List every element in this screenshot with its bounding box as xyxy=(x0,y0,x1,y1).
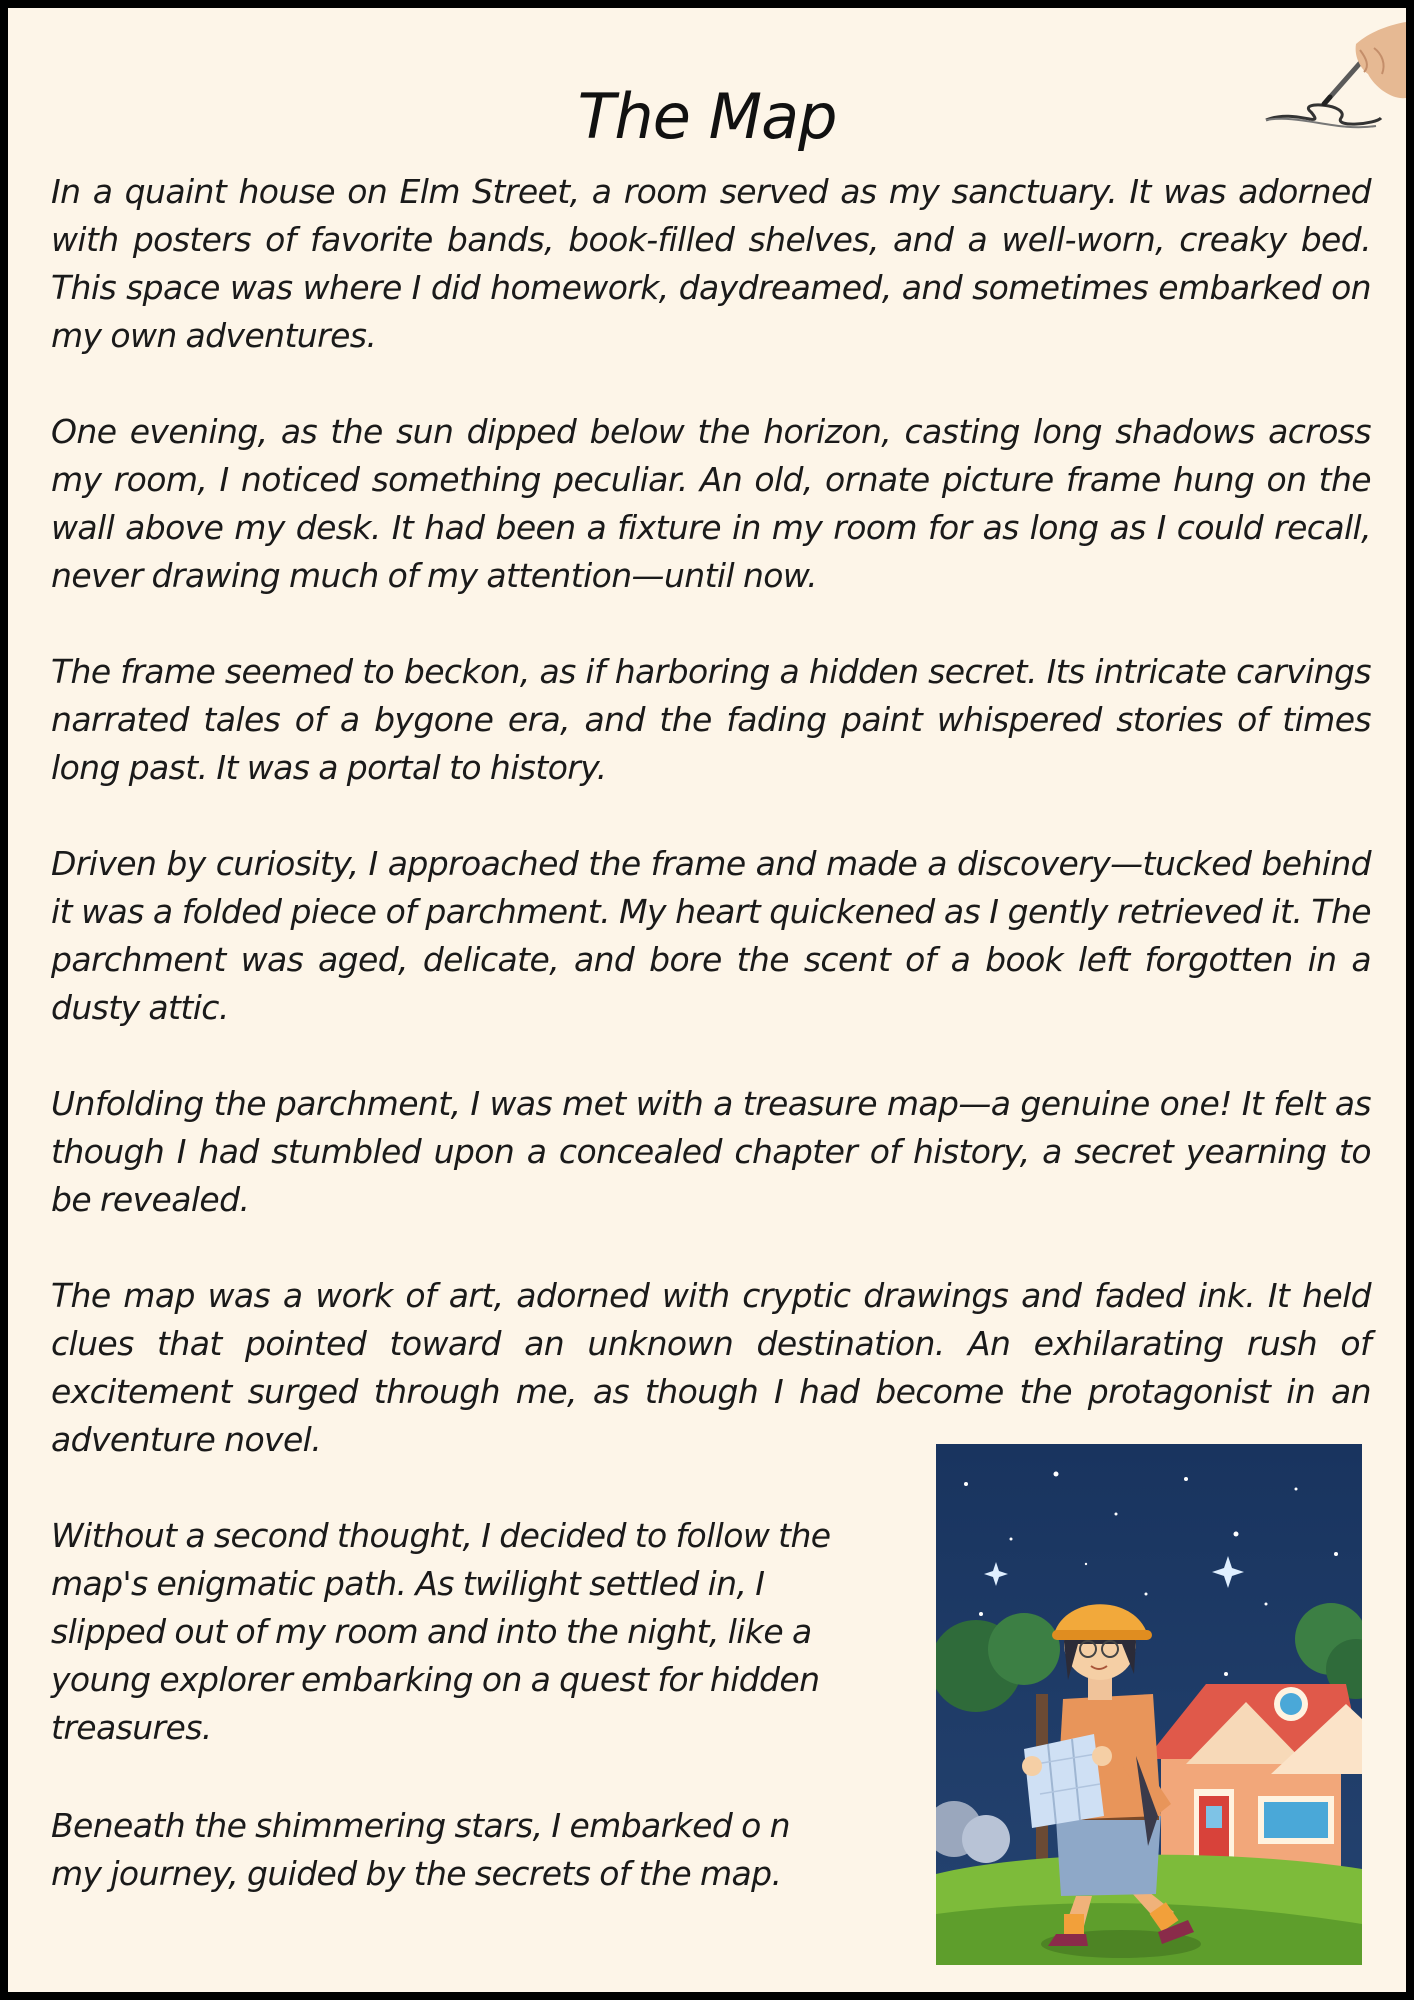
story-page xyxy=(8,8,1406,1992)
paragraph-3: The frame seemed to beckon, as if harboring a hidden secret. Its intricate carvings narrated tales of a bygone era, and the fading paint whispered stories of times long past. It was a portal to history. xyxy=(51,652,1371,787)
paragraph-8: Beneath the shimmering stars, I embarked o n my journey, guided by the secrets of the map. xyxy=(51,1806,790,1893)
explorer-with-map-illustration xyxy=(936,1444,1362,1965)
paragraph-6: The map was a work of art, adorned with cryptic drawings and faded ink. It held clues that pointed toward an unknown destination. An exhilarating rush of excitement surged through me, as though I had become the protagonist in an adventure novel. xyxy=(51,1276,1371,1459)
page-title: The Map xyxy=(577,79,837,153)
paragraph-7: Without a second thought, I decided to follow the map's enigmatic path. As twilight settled in, I slipped out of my room and into the night, like a young explorer embarking on a quest for hidden treasures. xyxy=(51,1516,831,1747)
treasure-map xyxy=(1024,1734,1104,1828)
paragraph-5: Unfolding the parchment, I was met with a treasure map—a genuine one! It felt as though I had stumbled upon a concealed chapter of history, a secret yearning to be revealed. xyxy=(51,1084,1371,1219)
paragraph-2: One evening, as the sun dipped below the horizon, casting long shadows across my room, I noticed something peculiar. An old, ornate picture frame hung on the wall above my desk. It had been a fixture in my room for as long as I could recall, never drawing much of my attention—until now. xyxy=(51,412,1371,595)
paragraph-4: Driven by curiosity, I approached the frame and made a discovery—tucked behind it was a folded piece of parchment. My heart quickened as I gently retrieved it. The parchment was aged, delicate, and bore the scent of a book left forgotten in a dusty attic. xyxy=(51,844,1371,1027)
paragraph-1: In a quaint house on Elm Street, a room served as my sanctuary. It was adorned with posters of favorite bands, book-filled shelves, and a well-worn, creaky bed. This space was where I did homework, daydreamed, and sometimes embarked on my own adventures. xyxy=(51,172,1371,355)
